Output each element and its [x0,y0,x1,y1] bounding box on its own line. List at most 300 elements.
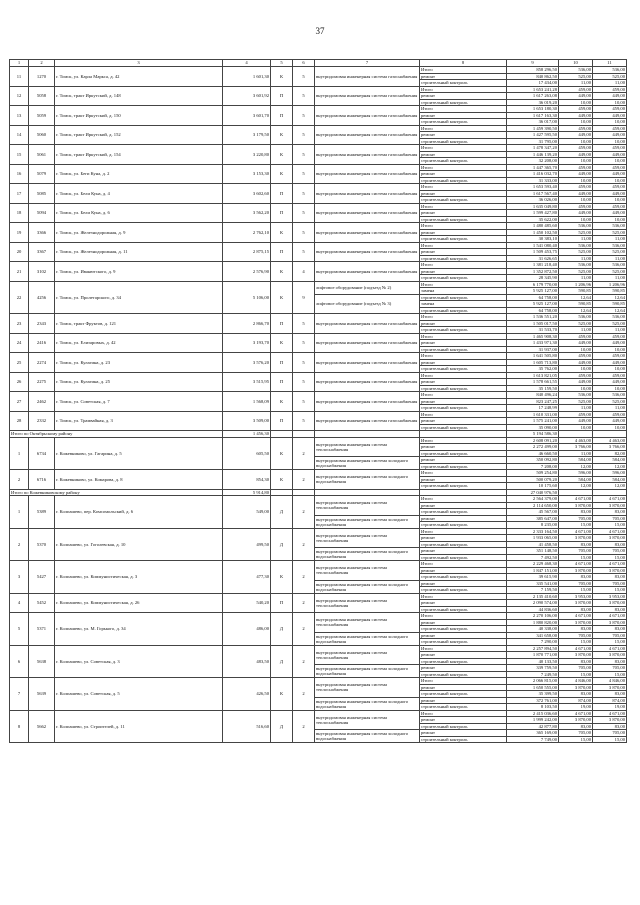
limit-cost: 15,00 [593,522,627,529]
work-type: Итого [420,372,507,379]
cost-value: 1 653 241,28 [507,86,559,93]
table-row [10,106,627,113]
limit-cost: 11,00 [593,405,627,412]
system-name: внутридомовая инженерная система теплоснабжения [315,613,420,633]
work-type: замена [420,288,507,295]
unit-cost: 525,00 [559,249,593,256]
work-type: строительный контроль [420,736,507,743]
table-row [10,593,627,600]
unit-cost: 12,64 [559,294,593,301]
limit-cost: 449,00 [593,171,627,178]
building-area: 499,50 [223,528,271,561]
building-area: 483,50 [223,645,271,678]
floors-count: 4 [293,262,315,282]
unit-cost: 11,00 [559,405,593,412]
cost-value: 5 925 127,00 [507,288,559,295]
wall-material: П [271,184,293,204]
table-row [10,184,627,191]
unit-cost: 3 870,00 [559,684,593,691]
cost-value: 1 465 908,30 [507,333,559,340]
limit-cost: 4 463,00 [593,437,627,444]
unit-cost: 10,00 [559,424,593,431]
building-id: 3367 [29,242,55,262]
work-type: строительный контроль [420,554,507,561]
work-type: Итого [420,411,507,418]
unit-cost: 10,00 [559,119,593,126]
column-number: 2 [29,60,55,67]
unit-cost: 10,00 [559,138,593,145]
floors-count: 5 [293,125,315,145]
cost-value: 509 254,80 [507,470,559,477]
work-type: строительный контроль [420,158,507,165]
unit-cost: 449,00 [559,151,593,158]
work-type: строительный контроль [420,509,507,516]
cost-value: 1 610 331,00 [507,411,559,418]
work-type: строительный контроль [420,671,507,678]
cost-value: 28 345,90 [507,275,559,282]
cost-value: 2 564 379,00 [507,496,559,503]
work-type: Итого [420,125,507,132]
table-row [10,164,627,171]
limit-cost: 15,00 [593,671,627,678]
cost-value: 2 135 410,60 [507,593,559,600]
unit-cost: 83,00 [559,658,593,665]
limit-cost: 3 953,00 [593,593,627,600]
cost-value: 1 650 555,00 [507,684,559,691]
limit-cost: 3 870,00 [593,535,627,542]
unit-cost: 705,00 [559,515,593,522]
unit-cost: 459,00 [559,145,593,152]
limit-cost: 3 870,00 [593,567,627,574]
district-total-area: 1 456,30 [223,431,271,438]
limit-cost: 536,00 [593,262,627,269]
limit-cost: 449,00 [593,132,627,139]
building-area: 477,30 [223,561,271,594]
unit-cost: 459,00 [559,372,593,379]
cost-value: 36 026,00 [507,197,559,204]
system-name: внутридомовая инженерная система газоснабжения [315,242,420,262]
cost-value: 1 617 263,08 [507,93,559,100]
floors-count: 2 [293,470,315,490]
work-type: Итого [420,593,507,600]
work-type: строительный контроль [420,236,507,243]
table-row [10,411,627,418]
cost-value: 1 653 180,30 [507,106,559,113]
cost-value: 31 533,70 [507,327,559,334]
limit-cost: 449,00 [593,418,627,425]
building-id: 4256 [29,281,55,314]
building-address: г. Томск, тракт Иркутский, д. 150 [55,106,223,126]
floors-count: 2 [293,613,315,646]
work-type: ремонт [420,398,507,405]
limit-cost: 83,00 [593,509,627,516]
building-area: 549,00 [223,496,271,529]
unit-cost: 3 870,00 [559,717,593,724]
cost-value: 1 446 139,20 [507,151,559,158]
row-number: 16 [10,164,29,184]
limit-cost: 15,00 [593,639,627,646]
wall-material: К [271,125,293,145]
cost-value: 1 447 365,70 [507,164,559,171]
limit-cost: 449,00 [593,340,627,347]
wall-material: К [271,223,293,243]
page-number: 37 [315,26,325,36]
limit-cost: 590,85 [593,301,627,308]
work-type: Итого [420,333,507,340]
unit-cost: 4 671,00 [559,710,593,717]
cost-value: 365 169,00 [507,730,559,737]
work-type: строительный контроль [420,658,507,665]
cost-value: 1 599 427,80 [507,210,559,217]
unit-cost: 536,00 [559,242,593,249]
cost-value: 341 658,00 [507,632,559,639]
unit-cost: 83,00 [559,691,593,698]
limit-cost: 3 870,00 [593,717,627,724]
limit-cost: 83,00 [593,658,627,665]
system-name: внутридомовая инженерная система газоснабжения [315,411,420,431]
row-number: 12 [10,86,29,106]
unit-cost: 83,00 [559,606,593,613]
cost-value: 7 159,50 [507,587,559,594]
table-row [10,528,627,535]
cost-value: 1 433 971,30 [507,340,559,347]
building-area: 516,60 [223,710,271,743]
district-total-label: Итого по Кожевниковскому району [10,489,223,496]
work-type: ремонт [420,444,507,451]
limit-cost: 10,00 [593,216,627,223]
limit-cost: 10,00 [593,177,627,184]
system-name: внутридомовая инженерная система газоснабжения [315,333,420,353]
unit-cost: 4 671,00 [559,528,593,535]
floors-count: 5 [293,86,315,106]
work-type: ремонт [420,684,507,691]
unit-cost: 584,00 [559,457,593,464]
wall-material: П [271,353,293,373]
building-address: г. Колпашево, ул. Советская, д. 5 [55,678,223,711]
unit-cost: 15,00 [559,554,593,561]
building-area: 1 568,09 [223,392,271,412]
floors-count: 2 [293,645,315,678]
work-type: ремонт [420,665,507,672]
unit-cost: 83,00 [559,541,593,548]
building-id: 2332 [29,411,55,431]
unit-cost: 536,00 [559,262,593,269]
floors-count: 5 [293,106,315,126]
wall-material: Д [271,496,293,529]
limit-cost: 459,00 [593,372,627,379]
work-type: ремонт [420,340,507,347]
cost-value: 31 333,00 [507,177,559,184]
limit-cost: 10,00 [593,366,627,373]
work-type: Итого [420,528,507,535]
building-area: 3 601,70 [223,106,271,126]
cost-value: 1 416 032,70 [507,171,559,178]
column-number: 6 [293,60,315,67]
work-type: ремонт [420,73,507,80]
table-row [10,281,627,288]
limit-cost: 11,00 [593,80,627,87]
building-id: 5079 [29,164,55,184]
unit-cost: 15,00 [559,639,593,646]
row-number: 24 [10,333,29,353]
work-type: Итого [420,67,507,74]
row-number: 23 [10,314,29,334]
floors-count: 5 [293,372,315,392]
cost-value: 1 635 049,80 [507,203,559,210]
limit-cost: 4 671,00 [593,645,627,652]
building-area: 1 601,30 [223,67,271,87]
cost-value: 2 270 106,00 [507,613,559,620]
cost-value: 339 759,50 [507,665,559,672]
cost-value: 1 933 065,00 [507,535,559,542]
cost-value: 1 478 347,20 [507,145,559,152]
limit-cost: 449,00 [593,93,627,100]
limit-cost: 459,00 [593,106,627,113]
limit-cost: 4 671,00 [593,496,627,503]
cost-value: 7 749,00 [507,736,559,743]
table-row [10,125,627,132]
limit-cost: 82,00 [593,450,627,457]
work-type: ремонт [420,697,507,704]
work-type: Итого [420,678,507,685]
building-address: г. Томск, тракт Фруктов, д. 121 [55,314,223,334]
work-type: строительный контроль [420,522,507,529]
wall-material: К [271,678,293,711]
row-number: 1 [10,496,29,529]
work-type: Итого [420,262,507,269]
floors-count: 5 [293,242,315,262]
limit-cost: 4 671,00 [593,613,627,620]
unit-cost: 3 870,00 [559,502,593,509]
work-type: Итого [420,561,507,568]
unit-cost: 10,00 [559,99,593,106]
building-area: 3 601,92 [223,86,271,106]
cost-value: 7 249,50 [507,671,559,678]
cost-value: 8 235,00 [507,522,559,529]
unit-cost: 10,00 [559,366,593,373]
limit-cost: 11,00 [593,255,627,262]
work-type: ремонт [420,476,507,483]
unit-cost: 449,00 [559,190,593,197]
wall-material: К [271,333,293,353]
unit-cost: 12,00 [559,463,593,470]
work-type: ремонт [420,249,507,256]
row-number: 13 [10,106,29,126]
limit-cost: 10,00 [593,385,627,392]
unit-cost: 536,00 [559,314,593,321]
district-total-sum: 5 194 586,30 [507,431,559,438]
limit-cost: 874,00 [593,697,627,704]
work-type: ремонт [420,567,507,574]
district-total-area: 5 914,80 [223,489,271,496]
limit-cost: 15,00 [593,587,627,594]
floors-count: 2 [293,678,315,711]
building-id: 5638 [29,645,55,678]
limit-cost: 584,00 [593,457,627,464]
cost-value: 1 541 080,40 [507,242,559,249]
table-row [10,242,627,249]
work-type: строительный контроль [420,99,507,106]
row-number: 11 [10,67,29,87]
cost-value: 1 381 218,40 [507,262,559,269]
cost-value: 840 496,24 [507,392,559,399]
work-type: ремонт [420,580,507,587]
wall-material: К [271,281,293,314]
table-row [10,678,627,685]
work-type: Итого [420,392,507,399]
work-type: ремонт [420,535,507,542]
table-row [10,262,627,269]
row-number: 14 [10,125,29,145]
unit-cost: 705,00 [559,580,593,587]
unit-cost: 10,00 [559,177,593,184]
cost-value: 35 622,00 [507,216,559,223]
work-type: ремонт [420,190,507,197]
unit-cost: 449,00 [559,359,593,366]
limit-cost: 525,00 [593,320,627,327]
cost-value: 35 090,00 [507,424,559,431]
limit-cost: 584,00 [593,476,627,483]
wall-material: П [271,372,293,392]
cost-value: 1 505 017,50 [507,320,559,327]
unit-cost: 3 870,00 [559,567,593,574]
limit-cost: 83,00 [593,723,627,730]
building-address: г. Томск, ул. Иванютского, д. 9 [55,262,223,282]
wall-material: П [271,106,293,126]
cost-value: 6 179 770,00 [507,281,559,288]
unit-cost: 449,00 [559,93,593,100]
wall-material: П [271,314,293,334]
limit-cost: 3 870,00 [593,684,627,691]
building-id: 5058 [29,86,55,106]
limit-cost: 3 766,00 [593,444,627,451]
unit-cost: 590,85 [559,288,593,295]
floors-count: 9 [293,281,315,314]
limit-cost: 83,00 [593,606,627,613]
work-type: ремонт [420,268,507,275]
building-id: 2343 [29,314,55,334]
cost-value: 2 090 574,00 [507,600,559,607]
building-address: г. Томск, ул. Кулагина, д. 25 [55,372,223,392]
building-id: 5427 [29,561,55,594]
column-number: 3 [55,60,223,67]
unit-cost: 19,00 [559,704,593,711]
building-id: 5060 [29,125,55,145]
limit-cost: 449,00 [593,359,627,366]
work-type: строительный контроль [420,294,507,301]
limit-cost: 459,00 [593,411,627,418]
unit-cost: 10,00 [559,385,593,392]
work-type: Итого [420,242,507,249]
cost-value: 823 247,25 [507,398,559,405]
work-type: ремонт [420,548,507,555]
unit-cost: 11,00 [559,236,593,243]
system-name: внутридомовая инженерная система теплоснабжения [315,437,420,457]
system-name: внутридомовая инженерная система холодного водоснабжения [315,515,420,528]
unit-cost: 83,00 [559,509,593,516]
unit-cost: 11,00 [559,255,593,262]
work-type: ремонт [420,93,507,100]
building-address: г. Томск, ул. Бели Куна, д. 6 [55,203,223,223]
floors-count: 5 [293,164,315,184]
system-name: внутридомовая инженерная система холодного водоснабжения [315,470,420,490]
cost-value: 1 617 567,40 [507,190,559,197]
unit-cost: 449,00 [559,379,593,386]
work-type: строительный контроль [420,255,507,262]
system-name: внутридомовая инженерная система теплоснабжения [315,561,420,581]
wall-material: К [271,262,293,282]
unit-cost: 3 766,00 [559,444,593,451]
work-type: ремонт [420,730,507,737]
table-row [10,496,627,503]
limit-cost: 705,00 [593,580,627,587]
building-address: г. Колпашево, ул. Коммунистическая, д. 3 [55,561,223,594]
wall-material: Д [271,710,293,743]
building-id: 5061 [29,145,55,165]
table-row [10,86,627,93]
limit-cost: 10,00 [593,119,627,126]
building-area: 3 562,20 [223,203,271,223]
limit-cost: 449,00 [593,151,627,158]
building-address: г. Кожевниково, ул. Комарова, д. 8 [55,470,223,490]
limit-cost: 449,00 [593,190,627,197]
unit-cost: 4 671,00 [559,561,593,568]
unit-cost: 459,00 [559,86,593,93]
cost-value: 1 617 163,30 [507,112,559,119]
cost-value: 1 847 151,00 [507,567,559,574]
building-id: 5639 [29,678,55,711]
cost-value: 31 937,00 [507,346,559,353]
limit-cost: 459,00 [593,333,627,340]
work-type: ремонт [420,619,507,626]
work-type: Итого [420,613,507,620]
table-row [10,710,627,717]
building-address: г. Томск, ул. Бели Куна, д. 4 [55,184,223,204]
cost-value: 64 758,00 [507,294,559,301]
building-id: 2416 [29,333,55,353]
floors-count: 2 [293,528,315,561]
work-type: строительный контроль [420,327,507,334]
work-type: ремонт [420,229,507,236]
row-number: 7 [10,678,29,711]
cost-value: 7 492,50 [507,554,559,561]
limit-cost: 459,00 [593,145,627,152]
row-number: 19 [10,223,29,243]
cost-value: 40 338,00 [507,626,559,633]
cost-value: 1 578 661,55 [507,379,559,386]
table-row [10,372,627,379]
building-address: г. Томск, ул. Карла Маркса, д. 42 [55,67,223,87]
unit-cost: 10,00 [559,197,593,204]
row-number: 26 [10,372,29,392]
work-type: ремонт [420,502,507,509]
system-name: внутридомовая инженерная система газоснабжения [315,164,420,184]
wall-material: К [271,392,293,412]
row-number: 20 [10,242,29,262]
work-type: Итого [420,86,507,93]
column-number: 5 [271,60,293,67]
limit-cost: 596,00 [593,470,627,477]
work-type: Итого [420,281,507,288]
cost-value: 2 333 164,50 [507,528,559,535]
building-area: 2 875,15 [223,242,271,262]
unit-cost: 705,00 [559,665,593,672]
building-area: 540,20 [223,593,271,613]
building-address: г. Томск, тракт Иркутский, д. 154 [55,145,223,165]
unit-cost: 10,00 [559,346,593,353]
cost-value: 7 290,00 [507,639,559,646]
table-row [10,353,627,360]
